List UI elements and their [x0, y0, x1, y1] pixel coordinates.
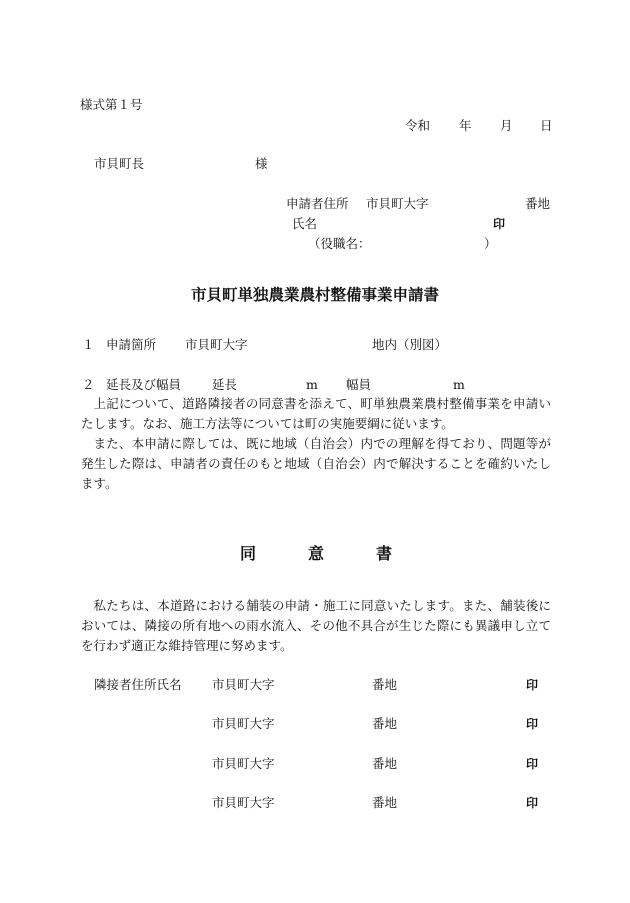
- item1-label: 申請箇所: [106, 337, 157, 352]
- consent-paragraph: 私たちは、本道路における舗装の申請・施工に同意いたします。また、舗装後においては、隣接の所有地への雨水流入、その他不具合が生じた際にも異議申し立てを行わず適正な維持管理に努めます。: [81, 598, 551, 653]
- neighbor-seal-icon: 印: [526, 796, 539, 810]
- date-year: 年: [459, 118, 472, 133]
- neighbor-seal-icon: 印: [526, 717, 539, 731]
- addressee: 市貝町長: [94, 156, 145, 171]
- consent-title-char-3: 書: [376, 544, 393, 563]
- position-close: ）: [484, 236, 497, 251]
- neighbor-suffix: 番地: [372, 677, 398, 692]
- neighbor-suffix: 番地: [372, 756, 398, 771]
- consent-title-char-2: 意: [308, 544, 325, 563]
- item1-number: １: [82, 337, 95, 352]
- body-paragraph-2: また、本申請に際しては、既に地域（自治会）内での理解を得ており、問題等が発生した際は、申請者の責任のもと地域（自治会）内で解決することを確約いたします。: [81, 436, 551, 491]
- item2-length-unit: m: [306, 377, 318, 392]
- neighbor-seal-icon: 印: [526, 757, 539, 771]
- item2-label: 延長及び幅員: [106, 377, 182, 392]
- date-era: 令和: [405, 118, 431, 133]
- item2-number: ２: [82, 377, 95, 392]
- applicant-address-suffix: 番地: [525, 196, 551, 211]
- applicant-address-label: 申請者住所: [286, 196, 349, 211]
- neighbor-address: 市貝町大字: [212, 677, 275, 692]
- applicant-name-label: 氏名: [292, 216, 318, 231]
- applicant-address-value: 市貝町大字: [366, 196, 429, 211]
- neighbor-address: 市貝町大字: [212, 716, 275, 731]
- neighbor-address: 市貝町大字: [212, 795, 275, 810]
- application-title: 市貝町単独農業農村整備事業申請書: [190, 285, 439, 304]
- body-paragraph-1: 上記について、道路隣接者の同意書を添えて、町単独農業農村整備事業を申請いたします。なお、施工方法等については町の実施要綱に従います。: [81, 396, 551, 431]
- neighbor-seal-icon: 印: [526, 678, 539, 692]
- neighbor-suffix: 番地: [372, 716, 398, 731]
- item2-width-label: 幅員: [346, 377, 372, 392]
- date-month: 月: [500, 118, 513, 133]
- consent-title-char-1: 同: [240, 544, 257, 563]
- item1-suffix: 地内（別図）: [372, 337, 448, 352]
- date-day: 日: [540, 118, 553, 133]
- item2-width-unit: m: [453, 377, 465, 392]
- applicant-seal-icon: 印: [493, 217, 506, 231]
- neighbor-suffix: 番地: [372, 795, 398, 810]
- item2-length-label: 延長: [212, 377, 238, 392]
- addressee-honorific: 様: [255, 156, 268, 171]
- neighbor-label: 隣接者住所氏名: [94, 677, 182, 692]
- form-number: 様式第１号: [80, 97, 143, 112]
- neighbor-address: 市貝町大字: [212, 756, 275, 771]
- item1-value: 市貝町大字: [185, 337, 248, 352]
- position-open: （役職名：: [308, 236, 371, 251]
